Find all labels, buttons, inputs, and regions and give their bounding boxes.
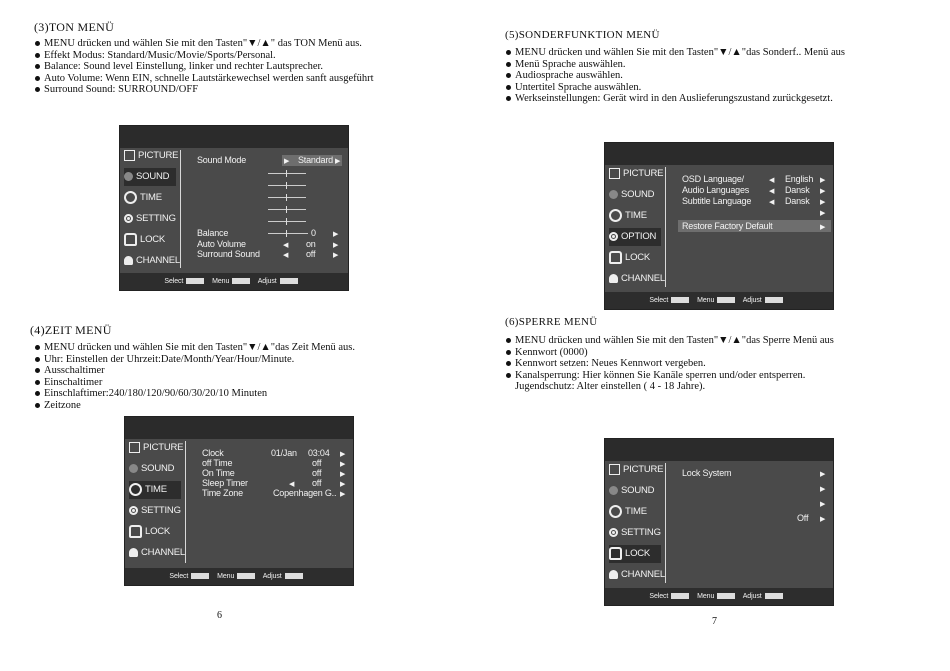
list-item: MENU drücken und wählen Sie mit den Tasten"▼/▲"das Sperre Menü aus (505, 335, 834, 347)
arrow-left-icon: ◀ (769, 199, 775, 206)
arrow-right-icon: ▶ (340, 461, 346, 468)
arrow-right-icon: ▶ (820, 210, 826, 217)
picture-icon (129, 442, 140, 453)
list-item: Jugendschutz: Alter einstellen ( 4 - 18 Jahre). (515, 381, 706, 392)
sound-icon (609, 190, 618, 199)
sound-icon (129, 464, 138, 473)
ton-menu-heading: (3)TON MENÜ (34, 20, 115, 34)
lock-icon (609, 547, 622, 560)
arrow-left-icon: ◀ (769, 177, 775, 184)
arrow-left-icon: ◀ (769, 188, 775, 195)
off-time-value: off (312, 458, 322, 468)
arrow-right-icon: ▶ (820, 177, 826, 184)
menu-footer: Select Menu Adjust (120, 273, 348, 290)
sidebar-item-lock: LOCK (129, 523, 170, 541)
sound-mode-value: Standard (298, 155, 333, 165)
list-item: MENU drücken und wählen Sie mit den Tasten"▼/▲"das Sonderf.. Menü aus (505, 47, 845, 59)
arrow-right-icon: ▶ (820, 486, 826, 493)
arrow-right-icon: ▶ (340, 481, 346, 488)
menu-footer: Select Menu Adjust (125, 568, 353, 585)
osd-language-label: OSD Language/ (682, 174, 744, 184)
picture-icon (609, 168, 620, 179)
surround-label: Surround Sound (197, 249, 260, 259)
list-item: Kennwort setzen: Neues Kennwort vergeben. (505, 358, 834, 370)
sidebar-item-picture: PICTURE (124, 147, 178, 165)
balance-value: 0 (311, 228, 316, 238)
zeit-menu-heading: (4)ZEIT MENÜ (30, 323, 112, 337)
clock-date: 01/Jan (271, 448, 297, 458)
sound-menu-screenshot (119, 125, 349, 291)
osd-language-value: English (785, 174, 814, 184)
arrow-right-icon: ▶ (335, 158, 341, 165)
channel-icon (609, 570, 618, 579)
page-number: 6 (217, 610, 222, 621)
gear-icon (124, 214, 133, 223)
sperre-menu-list (505, 335, 834, 393)
gear-icon (609, 528, 618, 537)
audio-language-value: Dansk (785, 185, 810, 195)
restore-factory-default: Restore Factory Default (682, 221, 773, 231)
subtitle-language-label: Subtitle Language (682, 196, 752, 206)
sidebar-item-time: TIME (609, 503, 647, 521)
sidebar-item-setting: SETTING (129, 502, 181, 520)
right-page (475, 0, 950, 671)
off-time-label: off Time (202, 458, 233, 468)
list-item: Einschlaftimer:240/180/120/90/60/30/20/10 Minuten (34, 388, 355, 400)
sidebar-item-time: TIME (609, 207, 647, 225)
list-item: Effekt Modus: Standard/Music/Movie/Sports/Personal. (34, 50, 374, 62)
lock-icon (609, 251, 622, 264)
sidebar-item-sound: SOUND (129, 460, 174, 478)
menu-footer: Select Menu Adjust (605, 292, 833, 309)
sidebar-item-picture: PICTURE (609, 165, 663, 183)
arrow-left-icon: ◀ (283, 252, 289, 259)
gear-icon (129, 506, 138, 515)
ton-menu-list (34, 38, 374, 96)
list-item: Kennwort (0000) (505, 347, 834, 359)
arrow-left-icon: ◀ (289, 481, 295, 488)
arrow-right-icon: ▶ (820, 516, 826, 523)
arrow-right-icon: ▶ (333, 242, 339, 249)
lock-system-label: Lock System (682, 468, 732, 478)
arrow-right-icon: ▶ (340, 471, 346, 478)
sidebar-item-picture: PICTURE (609, 461, 663, 479)
time-zone-value: Copenhagen G.. (273, 488, 337, 498)
lock-menu-screenshot (604, 438, 834, 606)
gear-icon (609, 232, 618, 241)
sonderfunktion-menu-heading: (5)SONDERFUNKTION MENÜ (505, 29, 660, 41)
list-item: Uhr: Einstellen der Uhrzeit:Date/Month/Year/Hour/Minute. (34, 354, 355, 366)
sound-mode-label: Sound Mode (197, 155, 247, 165)
list-item: Werkseinstellungen: Gerät wird in den Auslieferungszustand zurückgesetzt. (505, 93, 845, 105)
list-item: MENU drücken und wählen Sie mit den Tasten"▼/▲"das Zeit Menü aus. (34, 342, 355, 354)
sleep-timer-value: off (312, 478, 322, 488)
channel-icon (124, 256, 133, 265)
sound-icon (609, 486, 618, 495)
arrow-right-icon: ▶ (340, 491, 346, 498)
list-item: Menü Sprache auswählen. (505, 59, 845, 71)
auto-volume-value: on (306, 239, 316, 249)
auto-volume-label: Auto Volume (197, 239, 246, 249)
sperre-menu-heading: (6)SPERRE MENÜ (505, 316, 598, 328)
on-time-label: On Time (202, 468, 235, 478)
clock-icon (609, 505, 622, 518)
lock-icon (129, 525, 142, 538)
list-item: Surround Sound: SURROUND/OFF (34, 84, 374, 96)
clock-icon (609, 209, 622, 222)
sidebar-item-time: TIME (124, 189, 162, 207)
picture-icon (124, 150, 135, 161)
channel-icon (129, 548, 138, 557)
picture-icon (609, 464, 620, 475)
arrow-right-icon: ▶ (340, 451, 346, 458)
lock-icon (124, 233, 137, 246)
sidebar-item-channel: CHANNEL (129, 544, 185, 562)
sidebar-item-option: OPTION (609, 228, 661, 246)
arrow-right-icon: ▶ (333, 231, 339, 238)
sidebar-item-lock: LOCK (609, 545, 661, 563)
arrow-right-icon: ▶ (820, 188, 826, 195)
arrow-right-icon: ▶ (333, 252, 339, 259)
sonderfunktion-menu-list (505, 47, 845, 105)
time-zone-label: Time Zone (202, 488, 243, 498)
sidebar-item-lock: LOCK (609, 249, 650, 267)
page-number: 7 (712, 616, 717, 627)
sound-icon (124, 172, 133, 181)
subtitle-language-value: Dansk (785, 196, 810, 206)
sidebar-item-setting: SETTING (124, 210, 176, 228)
clock-icon (129, 483, 142, 496)
clock-icon (124, 191, 137, 204)
clock-label: Clock (202, 448, 224, 458)
sidebar-item-channel: CHANNEL (609, 566, 665, 584)
list-item: Auto Volume: Wenn EIN, schnelle Lautstärkewechsel werden sanft ausgeführt (34, 73, 374, 85)
surround-value: off (306, 249, 316, 259)
sidebar-item-channel: CHANNEL (124, 252, 180, 270)
sidebar-item-time: TIME (129, 481, 181, 499)
list-item: MENU drücken und wählen Sie mit den Tasten"▼/▲" das TON Menü aus. (34, 38, 374, 50)
on-time-value: off (312, 468, 322, 478)
zeit-menu-list (34, 342, 355, 411)
list-item: Zeitzone (34, 400, 355, 412)
list-item: Ausschaltimer (34, 365, 355, 377)
lock-row-value: Off (797, 513, 809, 523)
sidebar-item-lock: LOCK (124, 231, 165, 249)
channel-icon (609, 274, 618, 283)
sidebar-item-picture: PICTURE (129, 439, 183, 457)
arrow-right-icon: ▶ (820, 501, 826, 508)
list-item: Untertitel Sprache auswählen. (505, 82, 845, 94)
arrow-right-icon: ▶ (820, 471, 826, 478)
balance-label: Balance (197, 228, 229, 238)
list-item: Balance: Sound level Einstellung, linker und rechter Lautsprecher. (34, 61, 374, 73)
arrow-right-icon: ▶ (820, 224, 826, 231)
arrow-right-icon: ▶ (820, 199, 826, 206)
sleep-timer-label: Sleep Timer (202, 478, 248, 488)
list-item: Einschaltimer (34, 377, 355, 389)
list-item: Audiosprache auswählen. (505, 70, 845, 82)
arrow-right-icon: ▶ (284, 158, 290, 165)
sidebar-item-channel: CHANNEL (609, 270, 665, 288)
audio-language-label: Audio Languages (682, 185, 750, 195)
sidebar-item-sound: SOUND (609, 186, 654, 204)
arrow-left-icon: ◀ (283, 242, 289, 249)
sidebar-item-sound: SOUND (609, 482, 654, 500)
option-menu-screenshot (604, 142, 834, 310)
list-item: Kanalsperrung: Hier können Sie Kanäle sperren und/oder entsperren. (505, 370, 834, 382)
time-menu-screenshot (124, 416, 354, 586)
clock-time: 03:04 (308, 448, 330, 458)
sidebar-item-setting: SETTING (609, 524, 661, 542)
sidebar-item-sound: SOUND (124, 168, 176, 186)
menu-footer: Select Menu Adjust (605, 588, 833, 605)
